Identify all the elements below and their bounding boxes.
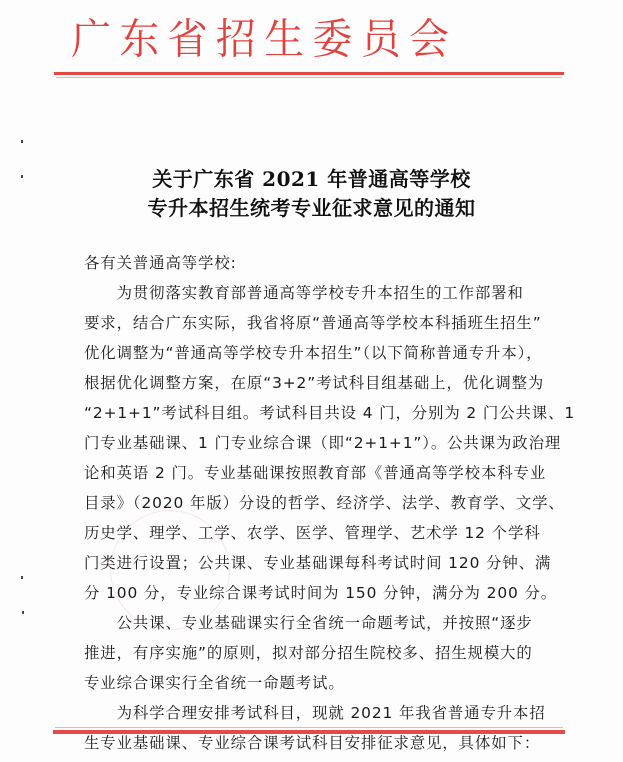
body-line: 门类进行设置；公共课、专业基础课每科考试时间 120 分钟、满 <box>84 554 552 572</box>
body-line: 根据优化调整方案，在原“3+2”考试科目组基础上，优化调整为 <box>84 374 545 392</box>
body-line: 门专业基础课、1 门专业综合课（即“2+1+1”）。公共课为政治理 <box>84 434 562 452</box>
binding-hole-mark <box>21 140 23 143</box>
binding-hole-mark <box>22 611 24 614</box>
letterhead-char: 广 <box>71 15 111 65</box>
body-line: 公共课、专业基础课实行全省统一命题考试，并按照“逐步 <box>84 614 533 632</box>
letterhead-organization <box>70 14 450 66</box>
body-line: 生专业基础课、专业综合课考试科目安排征求意见，具体如下： <box>84 734 541 752</box>
letterhead-char: 生 <box>264 15 305 65</box>
letterhead-char: 东 <box>119 15 160 65</box>
body-line: 为贯彻落实教育部普通高等学校专升本招生的工作部署和 <box>84 284 524 302</box>
binding-hole-mark <box>21 576 23 579</box>
letterhead-char: 员 <box>360 15 401 65</box>
letterhead-char: 招 <box>215 15 256 65</box>
letterhead-divider <box>54 72 564 75</box>
body-line: 分 100 分，专业综合课考试时间为 150 分钟，满分为 200 分。 <box>84 584 558 602</box>
document-title-line-1: 关于广东省 2021 年普通高等学校 <box>152 167 471 191</box>
body-line: 目录》（2020 年版）分设的哲学、经济学、法学、教育学、文学、 <box>84 494 565 512</box>
letterhead-divider-thin <box>56 77 562 78</box>
letterhead-char: 会 <box>408 15 449 65</box>
body-line: 论和英语 2 门。专业基础课按照教育部《普通高等学校本科专业 <box>84 464 547 482</box>
letterhead-char: 委 <box>312 15 353 65</box>
body-line: 推进，有序实施”的原则，拟对部分招生院校多、招生规模大的 <box>84 644 533 662</box>
letterhead-char: 省 <box>167 15 208 65</box>
body-line: 要求，结合广东实际，我省将原“普通高等学校本科插班生招生” <box>84 314 542 332</box>
body-line: 优化调整为“普通高等学校专升本招生”（以下简称普通专升本）， <box>84 344 543 362</box>
body-line: 为科学合理安排考试科目，现就 2021 年我省普通专升本招 <box>84 704 546 722</box>
body-line: 专业综合课实行全省统一命题考试。 <box>84 674 345 692</box>
footer-divider-thin <box>55 727 563 728</box>
body-line: “2+1+1”考试科目组。考试科目共设 4 门，分别为 2 门公共课、1 <box>84 404 576 422</box>
salutation: 各有关普通高等学校: <box>84 254 237 272</box>
document-title-line-2: 专升本招生统考专业征求意见的通知 <box>147 196 476 220</box>
footer-divider <box>53 730 565 734</box>
body-line: 历史学、理学、工学、农学、医学、管理学、艺术学 12 个学科 <box>84 524 541 542</box>
